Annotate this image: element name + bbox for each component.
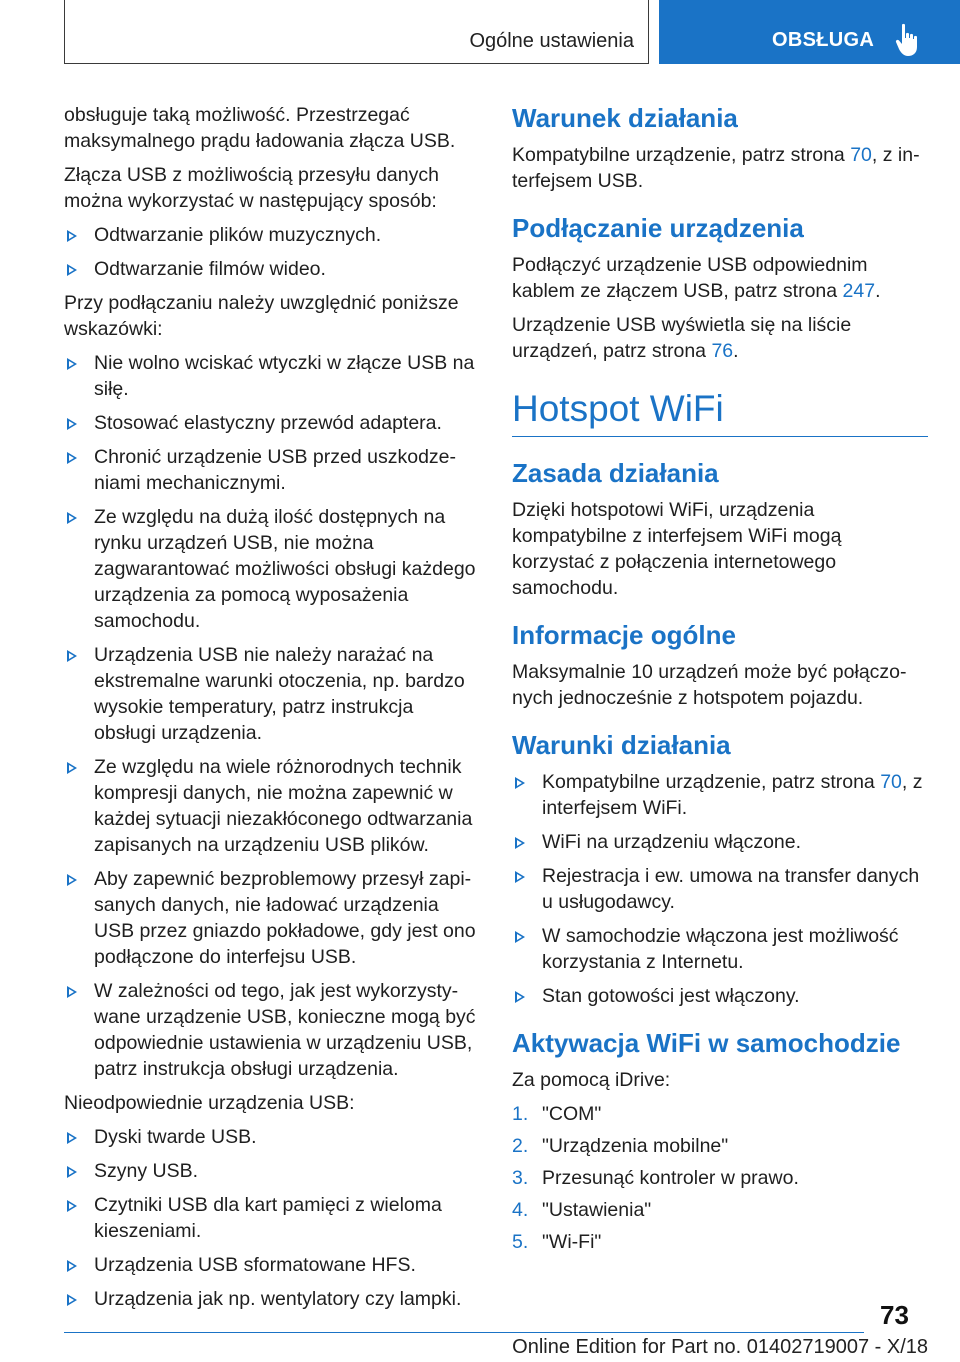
paragraph: Maksymalnie 10 urządzeń może być połączonych jednocześnie z hotspotem pojazdu. [512,661,907,709]
list-item: Urządzenia jak np. wentylatory czy lampki. [64,1286,476,1312]
text: Kompatybilne urządzenie, patrz strona [512,144,851,166]
section-title: Ogólne ustawienia [469,30,634,52]
step-text: Przesunąć kontroler w prawo. [542,1167,799,1189]
page-header [0,0,960,66]
page-number: 73 [880,1300,909,1330]
list-item: Chronić urządzenie USB przed uszkodzeniami mechanicznymi. [64,444,476,496]
step-text: "Wi-Fi" [542,1231,602,1253]
list-item: Aby zapewnić bezproblemowy przesył zapisanych danych, nie ładować urządzenia USB przez gniazdo pokładowe, gdy jest ono podłączone do interfejsu USB. [64,866,476,970]
heading-informacje: Informacje ogólne [512,620,736,650]
step-item [512,1133,928,1159]
heading-aktywacja: Aktywacja WiFi w samochodzie [512,1028,901,1058]
footer-edition: Online Edition for Part no. 01402719007 - X/18 [512,1336,928,1358]
unsuitable-devices-list [64,1124,476,1312]
heading-warunek: Warunek działania [512,103,738,133]
step-text: "Urządzenia mobilne" [542,1135,729,1157]
left-column [64,102,476,1320]
hand-pointer-icon [895,22,923,58]
paragraph: Nieodpowiednie urządzenia USB: [64,1092,355,1114]
heading-zasada: Zasada działania [512,458,719,488]
paragraph: Przy podłączaniu należy uwzględnić poniższe wskazówki: [64,292,459,340]
list-item: Dyski twarde USB. [64,1124,476,1150]
list-item: W zależności od tego, jak jest wykorzystywane urządzenie USB, konieczne mogą być odpowiednie ustawienia w urządzeniu USB, patrz instrukcja obsługi urządzenia. [64,978,476,1082]
text: Kompatybilne urządzenie, patrz strona [542,771,881,793]
page-link-247[interactable]: 247 [842,280,876,302]
steps-list [512,1101,928,1255]
text: , z interfejsem WiFi. [542,771,923,819]
right-column [512,102,928,1261]
page-link-70[interactable]: 70 [850,144,872,166]
section-title-box [64,0,649,64]
step-item [512,1101,928,1127]
list-item: Ze względu na wiele różnorodnych technik kompresji danych, nie można zapewnić w każdej sytuacji niezakłóconego odtwarzania zapisanych na urządzeniu USB plików. [64,754,476,858]
page-link-70[interactable]: 70 [880,771,902,793]
step-number: 1. [512,1103,529,1125]
text: Urządzenie USB wyświetla się na liście urządzeń, patrz strona [512,314,852,362]
usage-list [64,222,476,282]
step-number: 2. [512,1135,529,1157]
paragraph [512,252,928,304]
list-item: Odtwarzanie filmów wideo. [64,256,476,282]
list-item: Szyny USB. [64,1158,476,1184]
paragraph: obsługuje taką możliwość. Przestrzegać maksymalnego prądu ładowania złącza USB. [64,104,456,152]
hints-list [64,350,476,1082]
footer-divider [64,1332,864,1333]
list-item: Urządzenia USB sformatowane HFS. [64,1252,476,1278]
step-text: "COM" [542,1103,602,1125]
step-item [512,1165,928,1191]
paragraph: Za pomocą iDrive: [512,1069,671,1091]
text: , z interfejsem USB. [512,144,920,192]
list-item: Nie wolno wciskać wtyczki w złącze USB na siłę. [64,350,476,402]
list-item: Urządzenia USB nie należy narażać na ekstremalne warunki otoczenia, np. bardzo wysokie temperatury, patrz instrukcja obsługi urządzenia. [64,642,476,746]
list-item: Rejestracja i ew. umowa na transfer danych u usługodawcy. [512,863,928,915]
list-item: Odtwarzanie plików muzycznych. [64,222,476,248]
step-item [512,1197,928,1223]
heading-warunki: Warunki działania [512,730,731,760]
text: . [875,280,881,302]
step-number: 5. [512,1231,529,1253]
tab-obsluga-label: OBSŁUGA [772,29,875,51]
text: Podłączyć urządzenie USB odpowiednim kablem ze złączem USB, patrz strona [512,254,868,302]
step-number: 3. [512,1167,529,1189]
paragraph: Złącza USB z możliwością przesyłu danych można wykorzystać w następujący sposób: [64,164,439,212]
text: . [733,340,739,362]
list-item: Czytniki USB dla kart pamięci z wieloma kieszeniami. [64,1192,476,1244]
list-item: Stan gotowości jest włączony. [512,983,928,1009]
paragraph [512,312,928,364]
page-link-76[interactable]: 76 [711,340,734,362]
paragraph [512,142,928,194]
paragraph: Dzięki hotspotowi WiFi, urządzenia kompatybilne z interfejsem WiFi mogą korzystać z połączenia internetowego samochodu. [512,499,842,599]
conditions-list [512,769,928,1009]
heading-podlaczanie: Podłączanie urządzenia [512,213,804,243]
list-item: Stosować elastyczny przewód adaptera. [64,410,476,436]
list-item: WiFi na urządzeniu włączone. [512,829,928,855]
step-text: "Ustawienia" [542,1199,652,1221]
step-number: 4. [512,1199,529,1221]
tab-obsluga[interactable] [659,0,960,64]
list-item: Ze względu na dużą ilość dostępnych na rynku urządzeń USB, nie można zagwarantować możliwości obsługi każdego urządzenia za pomocą wyposażenia samochodu. [64,504,476,634]
step-item [512,1229,928,1255]
heading-hotspot-wifi: Hotspot WiFi [512,386,928,437]
list-item [512,769,928,821]
list-item: W samochodzie włączona jest możliwość korzystania z Internetu. [512,923,928,975]
